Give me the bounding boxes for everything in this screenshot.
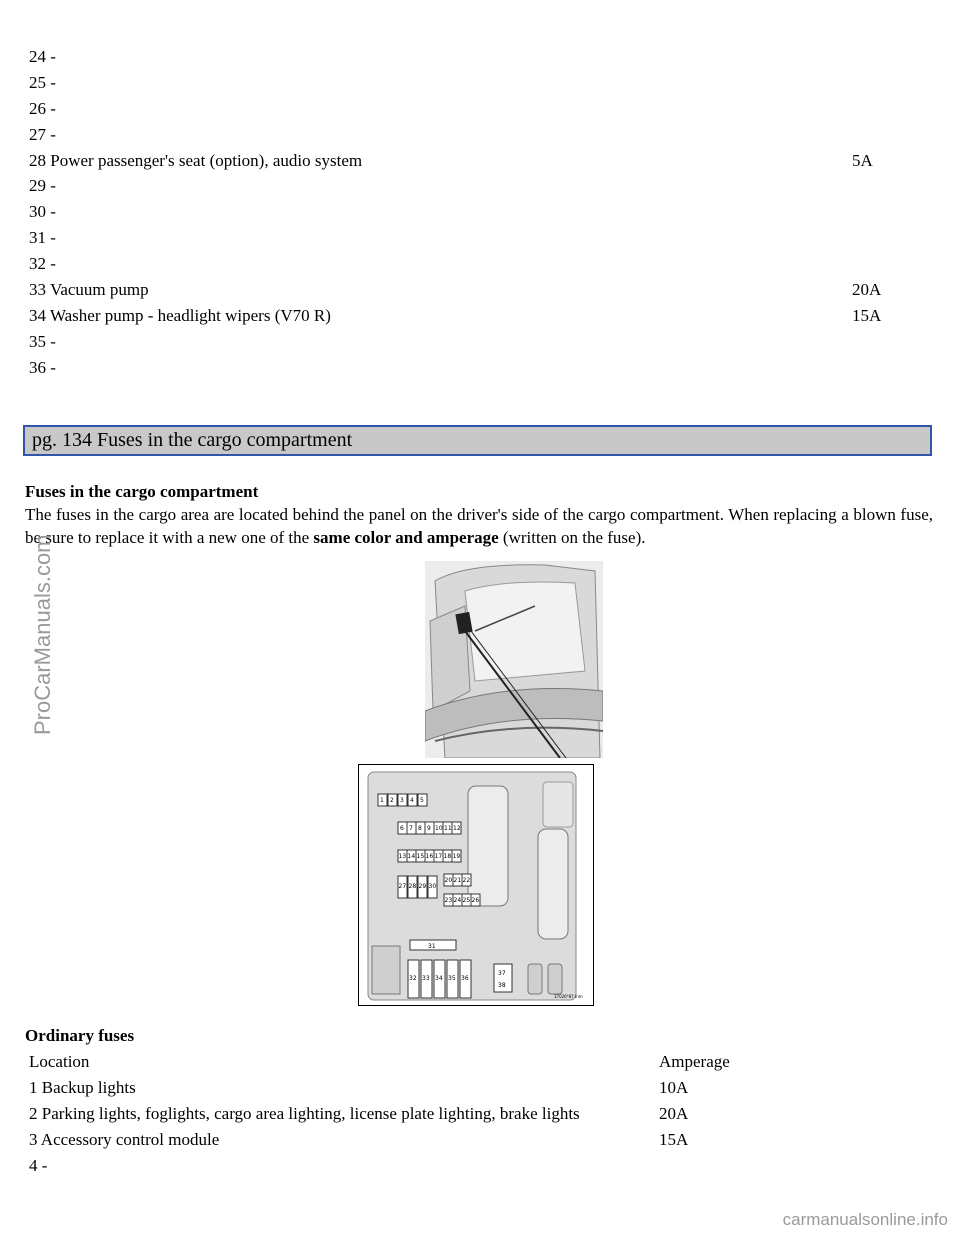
fuse-label: 10 [435, 825, 443, 832]
intro-paragraph: The fuses in the cargo area are located behind the panel on the driver's side of the cargo compartment. When replacing a blown fuse, be sure to replace it with a new one of the same color and amperage (written on the fuse). [25, 505, 933, 547]
table-row: 4 - [29, 1155, 48, 1175]
table-row: 35 - [29, 331, 56, 351]
fuse-label: 35 [448, 975, 456, 982]
fuse-label: 14 [407, 853, 416, 860]
table-header-row [29, 1049, 929, 1075]
table-row: 28 Power passenger's seat (option), audio system 5A [29, 150, 873, 170]
intro-block [25, 480, 933, 549]
fuse-label: 37 [498, 970, 506, 977]
table-row: 27 - [29, 124, 56, 144]
table-row: 31 - [29, 228, 56, 248]
fuse-label: 2 [390, 797, 394, 804]
cargo-area-illustration [425, 561, 603, 758]
table-row: 32 - [29, 254, 56, 274]
fuse-label: 23 [444, 897, 453, 904]
side-watermark: ProCarManuals.com [30, 534, 55, 735]
fuse-label: 13 [398, 853, 407, 860]
table-row: 30 - [29, 202, 56, 222]
fuse-label: 31 [428, 943, 436, 950]
fuse-label: 24 [453, 897, 462, 904]
fuse-label: 32 [409, 975, 417, 982]
table-row: 29 - [29, 176, 56, 196]
fuse-label: 28 [408, 883, 417, 890]
fuse-label: 27 [398, 883, 407, 890]
fuse-label: 36 [461, 975, 469, 982]
fuse-label: 1 [380, 797, 384, 804]
fuse-label: 22 [462, 877, 471, 884]
fuse-label: 20 [444, 877, 453, 884]
fuse-label: 25 [462, 897, 471, 904]
table-row: 33 Vacuum pump 20A [29, 280, 882, 300]
table-row: 24 - [29, 47, 56, 66]
table-row: 26 - [29, 98, 56, 118]
fuse-label: 19 [452, 853, 461, 860]
location-header: Location [29, 1052, 90, 1071]
fuse-label: 8 [418, 825, 422, 832]
fuse-label: 29 [418, 883, 427, 890]
table-row: 36 - [29, 357, 56, 377]
fuse-label: 11 [444, 825, 452, 832]
table-row: 3 Accessory control module 15A [29, 1129, 689, 1149]
fuse-label: 3 [400, 797, 404, 804]
ordinary-fuses-title: Ordinary fuses [25, 1026, 135, 1045]
table-row: 34 Washer pump - headlight wipers (V70 R) 15A [29, 305, 882, 325]
fuse-label: 15 [416, 853, 425, 860]
fuse-box-diagram [358, 764, 594, 1006]
table-row: 2 Parking lights, foglights, cargo area lighting, license plate lighting, brake lights 20A [29, 1103, 689, 1123]
top-fuse-table [29, 44, 929, 381]
fuse-label: 18 [443, 853, 452, 860]
table-row: 1 Backup lights 10A [29, 1077, 689, 1097]
fuse-label: 34 [435, 975, 443, 982]
fuse-label: 26 [471, 897, 480, 904]
ordinary-fuse-table [29, 1049, 929, 1178]
section-heading: pg. 134 Fuses in the cargo compartment [23, 425, 932, 456]
fuse-label: 30 [428, 883, 437, 890]
footer-watermark: carmanualsonline.info [782, 1210, 948, 1229]
intro-title: Fuses in the cargo compartment [25, 482, 259, 501]
fuse-label: 17 [434, 853, 443, 860]
figure-code: 37026*87 lnm [554, 994, 583, 999]
fuse-label: 9 [427, 825, 431, 832]
fuse-label: 6 [400, 825, 404, 832]
fuse-label: 38 [498, 982, 506, 989]
fuse-label: 7 [409, 825, 413, 832]
fuse-label: 4 [410, 797, 414, 804]
fuse-label: 12 [453, 825, 461, 832]
fuse-label: 5 [420, 797, 424, 804]
fuse-label: 16 [425, 853, 434, 860]
fuse-label: 33 [422, 975, 430, 982]
table-row: 25 - [29, 72, 56, 92]
fuse-label: 21 [453, 877, 462, 884]
amperage-header: Amperage [659, 1052, 730, 1071]
